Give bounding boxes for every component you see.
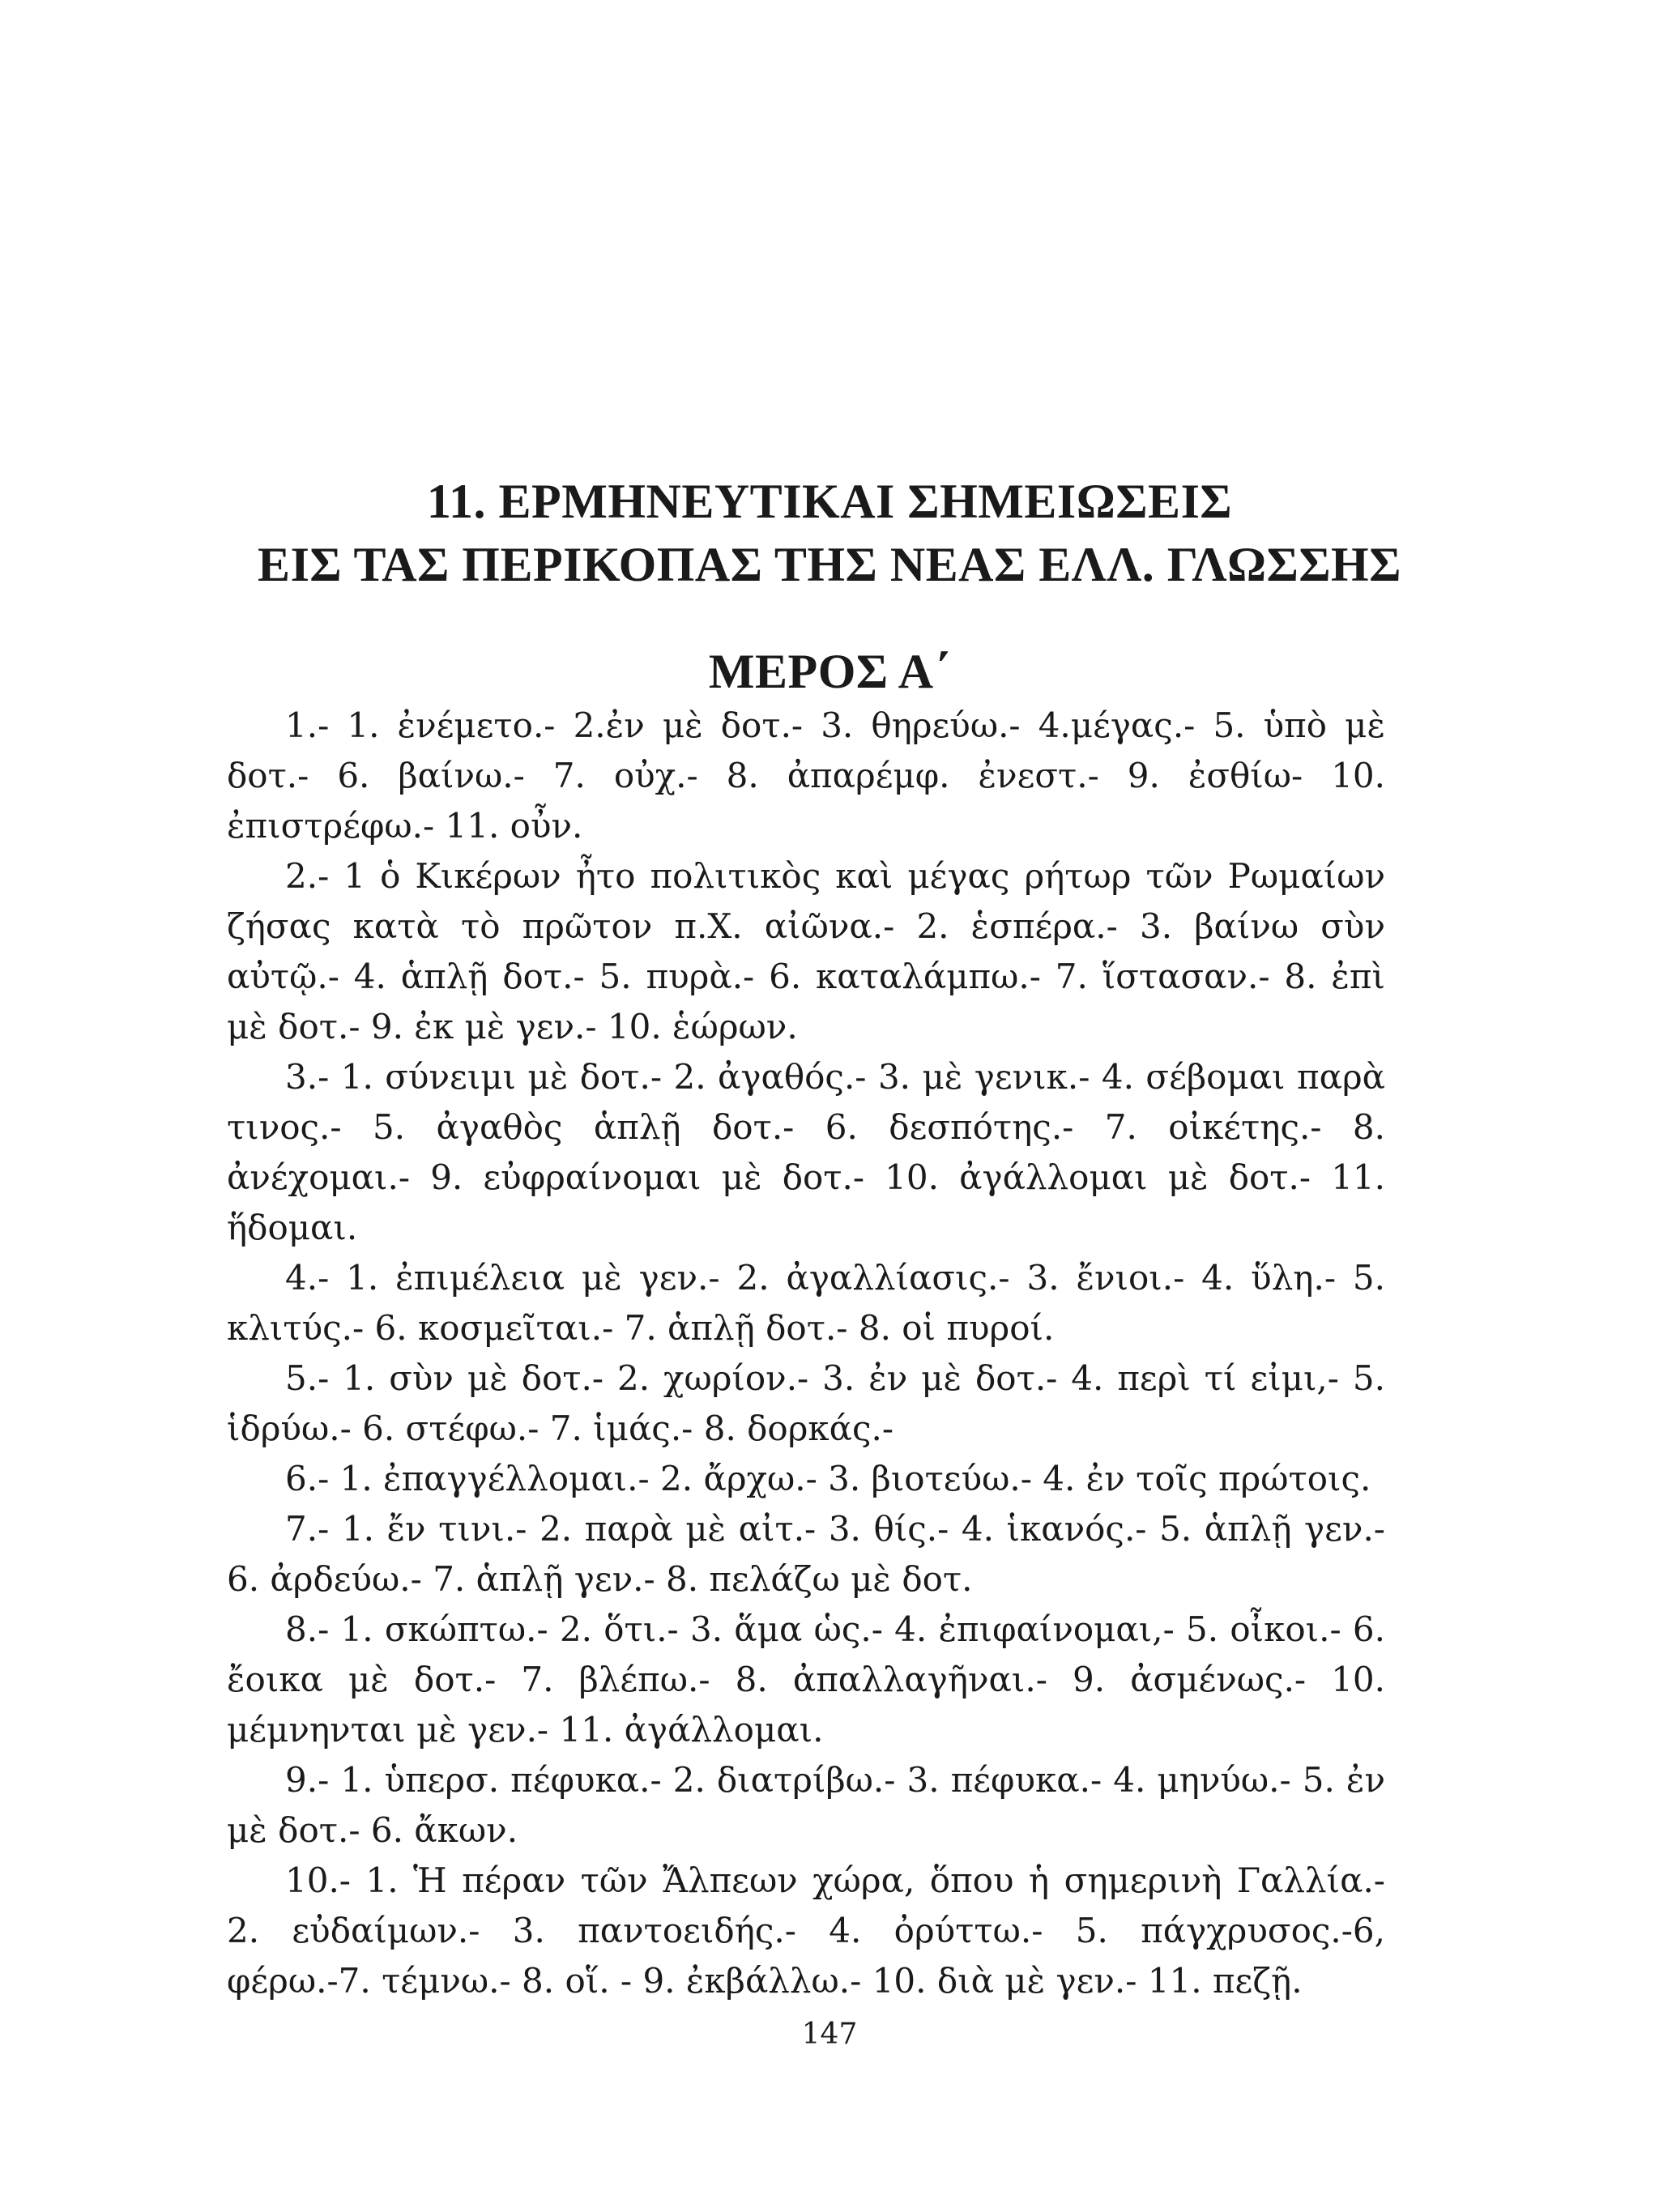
note-paragraph-7: 7.- 1. ἔν τινι.- 2. παρὰ μὲ αἰτ.- 3. θίς.- 4. ἱκανός.- 5. ἁπλῇ γεν.- 6. ἀρδεύω.- 7. ἁπλῇ γεν.- 8. πελάζω μὲ δοτ. <box>227 1509 1385 1599</box>
section-subtitle: ΜΕΡΟΣ Α΄ <box>708 644 951 698</box>
note-paragraph-10: 10.- 1. Ἡ πέραν τῶν Ἄλπεων χώρα, ὅπου ἡ σημερινὴ Γαλλία.- 2. εὐδαίμων.- 3. παντοειδής.- 4. ὀρύττω.- 5. πάγχρυσος.-6, φέρω.-7. τέμνω.- 8. οἵ. - 9. ἐκβάλλω.- 10. διὰ μὲ γεν.- 11. πεζῇ. <box>227 1860 1385 2001</box>
note-paragraph-3: 3.- 1. σύνειμι μὲ δοτ.- 2. ἀγαθός.- 3. μὲ γενικ.- 4. σέβομαι παρὰ τινος.- 5. ἀγαθὸς ἁπλῇ δοτ.- 6. δεσπότης.- 7. οἰκέτης.- 8. ἀνέχομαι.- 9. εὐφραίνομαι μὲ δοτ.- 10. ἀγάλλομαι μὲ δοτ.- 11. ἥδομαι. <box>227 1057 1385 1247</box>
note-paragraph-9: 9.- 1. ὑπερσ. πέφυκα.- 2. διατρίβω.- 3. πέφυκα.- 4. μηνύω.- 5. ἐν μὲ δοτ.- 6. ἄκων. <box>227 1760 1385 1850</box>
note-paragraph-5: 5.- 1. σὺν μὲ δοτ.- 2. χωρίον.- 3. ἐν μὲ δοτ.- 4. περὶ τί εἰμι,- 5. ἱδρύω.- 6. στέφω.- 7. ἱμάς.- 8. δορκάς.- <box>227 1358 1385 1448</box>
note-paragraph-2: 2.- 1 ὁ Κικέρων ἦτο πολιτικὸς καὶ μέγας ρήτωρ τῶν Ρωμαίων ζήσας κατὰ τὸ πρῶτον π.Χ. αἰῶνα.- 2. ἑσπέρα.- 3. βαίνω σὺν αὐτῷ.- 4. ἁπλῇ δοτ.- 5. πυρὰ.- 6. καταλάμπω.- 7. ἵστασαν.- 8. ἐπὶ μὲ δοτ.- 9. ἐκ μὲ γεν.- 10. ἑώρων. <box>227 856 1385 1046</box>
note-paragraph-1: 1.- 1. ἐνέμετο.- 2.ἐν μὲ δοτ.- 3. θηρεύω.- 4.μέγας.- 5. ὑπὸ μὲ δοτ.- 6. βαίνω.- 7. οὐχ.- 8. ἀπαρέμφ. ἐνεστ.- 9. ἐσθίω- 10. ἐπιστρέφω.- 11. οὖν. <box>227 705 1385 846</box>
note-paragraph-4: 4.- 1. ἐπιμέλεια μὲ γεν.- 2. ἀγαλλίασις.- 3. ἔνιοι.- 4. ὕλη.- 5. κλιτύς.- 6. κοσμεῖται.- 7. ἁπλῇ δοτ.- 8. οἱ πυροί. <box>227 1258 1385 1348</box>
page-title-line-2: ΕΙΣ ΤΑΣ ΠΕΡΙΚΟΠΑΣ ΤΗΣ ΝΕΑΣ ΕΛΛ. ΓΛΩΣΣΗΣ <box>258 538 1401 592</box>
page-number: 147 <box>801 2018 858 2051</box>
notes-body <box>227 701 1385 2006</box>
note-paragraph-6: 6.- 1. ἐπαγγέλλομαι.- 2. ἄρχω.- 3. βιοτεύω.- 4. ἐν τοῖς πρώτοις. <box>285 1459 1371 1498</box>
page-title-line-1: 11. ΕΡΜΗΝΕΥΤΙΚΑΙ ΣΗΜΕΙΩΣΕΙΣ <box>426 475 1233 529</box>
note-paragraph-8: 8.- 1. σκώπτω.- 2. ὅτι.- 3. ἅμα ὡς.- 4. ἐπιφαίνομαι,- 5. οἶκοι.- 6. ἔοικα μὲ δοτ.- 7. βλέπω.- 8. ἀπαλλαγῆναι.- 9. ἀσμένως.- 10. μέμνηνται μὲ γεν.- 11. ἀγάλλομαι. <box>227 1609 1385 1750</box>
